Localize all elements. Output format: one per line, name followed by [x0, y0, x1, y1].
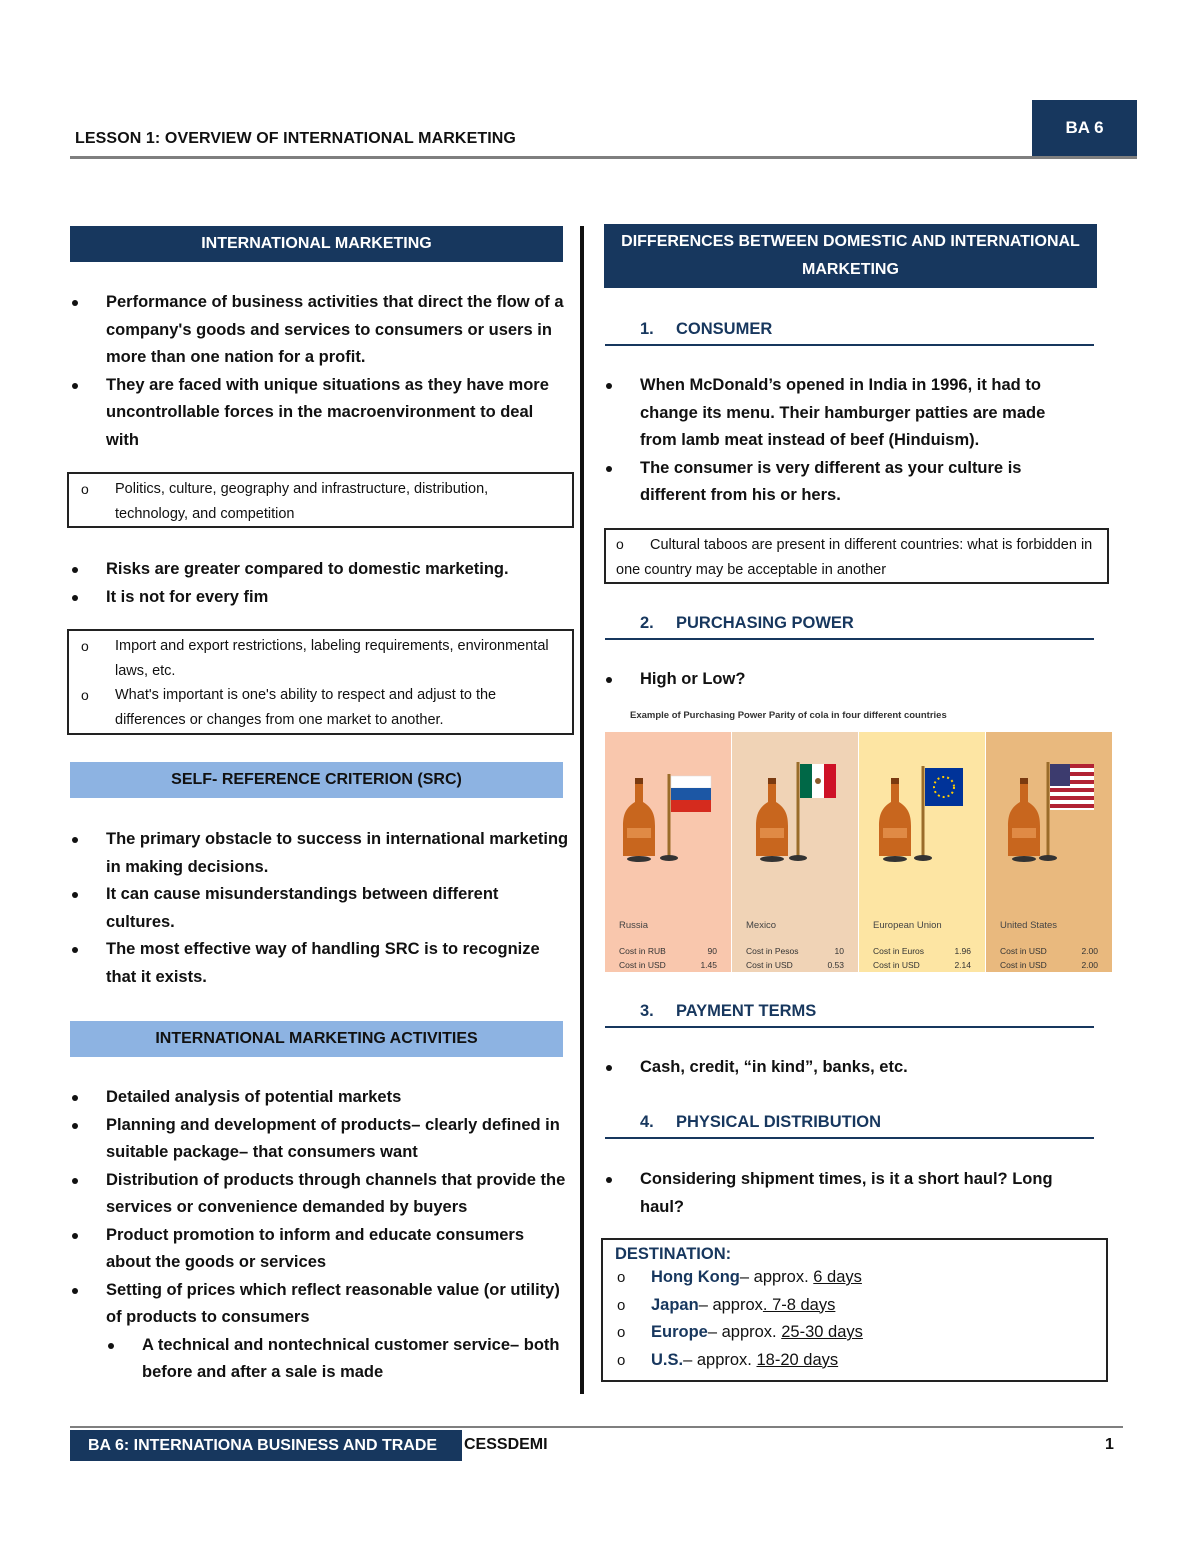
cost-value: 1.96 [954, 946, 971, 956]
list-item: Planning and development of products– clearly defined in suitable package– that consumers want [70, 1112, 570, 1167]
destination-time: 18-20 days [756, 1350, 839, 1369]
cost-value: 2.14 [954, 960, 971, 970]
consumer-bullets [604, 372, 1074, 510]
list-item: Product promotion to inform and educate consumers about the goods or services [70, 1222, 570, 1277]
cost-value: 10 [834, 946, 844, 956]
cost-value: 1.45 [700, 960, 717, 970]
destination-sep: – approx. [707, 1323, 777, 1341]
subheading-text: PURCHASING POWER [676, 614, 854, 632]
list-item: Setting of prices which reflect reasonable value (or utility) of products to consumers [70, 1277, 570, 1332]
cost-row-local [873, 946, 971, 956]
country-label: Russia [619, 920, 649, 931]
cola-bottle-flag-eu [859, 732, 985, 882]
footer-author: CESSDEMI [464, 1436, 548, 1453]
cost-row-usd [1000, 960, 1098, 970]
destination-place: Japan [651, 1295, 699, 1314]
subheading-number: 2. [640, 614, 654, 632]
list-item: o What's important is one's ability to respect and adjust to the differences or changes from one market to another. [69, 683, 562, 732]
chart-panel-russia [605, 732, 731, 972]
page-number: 1 [1105, 1436, 1114, 1453]
cost-label: Cost in Pesos [746, 946, 799, 956]
column-divider [580, 226, 584, 1394]
footer-divider [70, 1426, 1123, 1428]
destination-place: Hong Kong [651, 1268, 740, 1286]
cost-row-usd [873, 960, 971, 970]
cost-label: Cost in USD [873, 960, 920, 970]
list-item: o Politics, culture, geography and infrastructure, distribution, technology, and competition [69, 477, 562, 526]
country-label: United States [1000, 920, 1058, 931]
cost-value: 0.53 [827, 960, 844, 970]
subheading-text: CONSUMER [676, 320, 773, 338]
destination-place: Europe [651, 1323, 708, 1341]
list-item: Considering shipment times, is it a short haul? Long haul? [604, 1166, 1074, 1221]
list-item: When McDonald’s opened in India in 1996, it had to change its menu. Their hamburger patties are made from lamb meat instead of beef (Hinduism). [604, 372, 1074, 455]
list-item [615, 1292, 1106, 1320]
list-item: They are faced with unique situations as they have more uncontrollable forces in the macroenvironment to deal with [70, 372, 570, 455]
subheading-number: 1. [640, 320, 654, 338]
list-item: It can cause misunderstandings between different cultures. [70, 881, 570, 936]
list-item [615, 1347, 1106, 1375]
forces-box [67, 472, 574, 528]
section-heading-src: SELF- REFERENCE CRITERION (SRC) [70, 762, 563, 798]
destination-sep: – approx. [739, 1268, 809, 1286]
list-item: The most effective way of handling SRC is to recognize that it exists. [70, 936, 570, 991]
chart-title: Example of Purchasing Power Parity of cola in four different countries [630, 710, 947, 721]
cost-value: 2.00 [1081, 960, 1098, 970]
section-heading-international-marketing: INTERNATIONAL MARKETING [70, 226, 563, 262]
destination-place: U.S. [651, 1350, 684, 1369]
list-item: Cash, credit, “in kind”, banks, etc. [604, 1054, 1074, 1082]
document-title: LESSON 1: OVERVIEW OF INTERNATIONAL MARKETING [75, 130, 516, 147]
country-label: Mexico [746, 920, 777, 931]
restrictions-box [67, 629, 574, 735]
cost-label: Cost in RUB [619, 946, 666, 956]
cola-bottle-flag-russia [605, 732, 731, 882]
destination-time: . 7-8 days [762, 1295, 836, 1314]
list-item: Distribution of products through channels that provide the services or convenience demanded by buyers [70, 1167, 570, 1222]
cost-row-local [1000, 946, 1098, 956]
cost-label: Cost in USD [1000, 946, 1047, 956]
list-item: Detailed analysis of potential markets [70, 1084, 570, 1112]
destination-list [603, 1264, 1106, 1374]
cost-label: Cost in USD [1000, 960, 1047, 970]
list-item: High or Low? [604, 666, 1074, 694]
destination-sep: – approx [698, 1295, 763, 1314]
destination-box [601, 1238, 1108, 1382]
cost-value: 2.00 [1081, 946, 1098, 956]
section-heading-differences: DIFFERENCES BETWEEN DOMESTIC AND INTERNATIONAL MARKETING [604, 224, 1097, 288]
subheading-rule [605, 638, 1094, 640]
subheading-purchasing-power [640, 614, 854, 633]
destination-time: 25-30 days [781, 1323, 863, 1341]
course-badge: BA 6 [1032, 100, 1137, 156]
cost-label: Cost in USD [619, 960, 666, 970]
cost-label: Cost in USD [746, 960, 793, 970]
destination-title: DESTINATION: [615, 1245, 732, 1263]
subheading-number: 4. [640, 1113, 654, 1131]
list-item: Risks are greater compared to domestic marketing. [70, 556, 570, 584]
subheading-consumer [640, 320, 772, 339]
subheading-rule [605, 1026, 1094, 1028]
subheading-rule [605, 344, 1094, 346]
subheading-payment-terms [640, 1002, 816, 1021]
destination-sep: – approx. [683, 1350, 752, 1369]
risk-bullets [70, 556, 570, 611]
payment-bullets [604, 1054, 1074, 1082]
subheading-text: PHYSICAL DISTRIBUTION [676, 1113, 882, 1131]
list-item: It is not for every fim [70, 584, 570, 612]
chart-panel-mexico [732, 732, 858, 972]
cultural-taboos-box [604, 528, 1109, 584]
destination-time: 6 days [813, 1268, 862, 1286]
header-divider [70, 156, 1137, 159]
bullet-marker: o [616, 536, 624, 552]
cost-value: 90 [707, 946, 717, 956]
cola-bottle-flag-mexico [732, 732, 858, 882]
subheading-physical-distribution [640, 1113, 881, 1132]
sub-list-item: A technical and nontechnical customer service– both before and after a sale is made [70, 1332, 570, 1387]
src-bullets [70, 826, 570, 991]
ppp-chart [605, 702, 1112, 972]
subheading-text: PAYMENT TERMS [676, 1002, 817, 1020]
cost-row-usd [619, 960, 717, 970]
distribution-bullets [604, 1166, 1074, 1221]
section-heading-activities: INTERNATIONAL MARKETING ACTIVITIES [70, 1021, 563, 1057]
list-item: The primary obstacle to success in international marketing in making decisions. [70, 826, 570, 881]
purchasing-bullets [604, 666, 1074, 694]
list-item: o Import and export restrictions, labeling requirements, environmental laws, etc. [69, 634, 562, 683]
list-item: Performance of business activities that direct the flow of a company's goods and services to consumers or users in more than one nation for a profit. [70, 289, 570, 372]
cost-row-local [746, 946, 844, 956]
footer-course: BA 6: INTERNATIONA BUSINESS AND TRADE [70, 1430, 462, 1461]
cola-bottle-flag-us [986, 732, 1112, 882]
list-item [615, 1264, 1106, 1292]
country-label: European Union [873, 920, 942, 931]
cost-label: Cost in Euros [873, 946, 925, 956]
box-text: Cultural taboos are present in different countries: what is forbidden in one country may be acceptable in another [616, 537, 1093, 578]
activities-bullets [70, 1084, 570, 1387]
subheading-rule [605, 1137, 1094, 1139]
list-item [615, 1319, 1106, 1347]
cost-row-usd [746, 960, 844, 970]
cost-row-local [619, 946, 717, 956]
list-item: The consumer is very different as your culture is different from his or hers. [604, 455, 1074, 510]
chart-panel-eu [859, 732, 985, 972]
intl-marketing-bullets [70, 289, 570, 454]
chart-panel-us [986, 732, 1112, 972]
subheading-number: 3. [640, 1002, 654, 1020]
